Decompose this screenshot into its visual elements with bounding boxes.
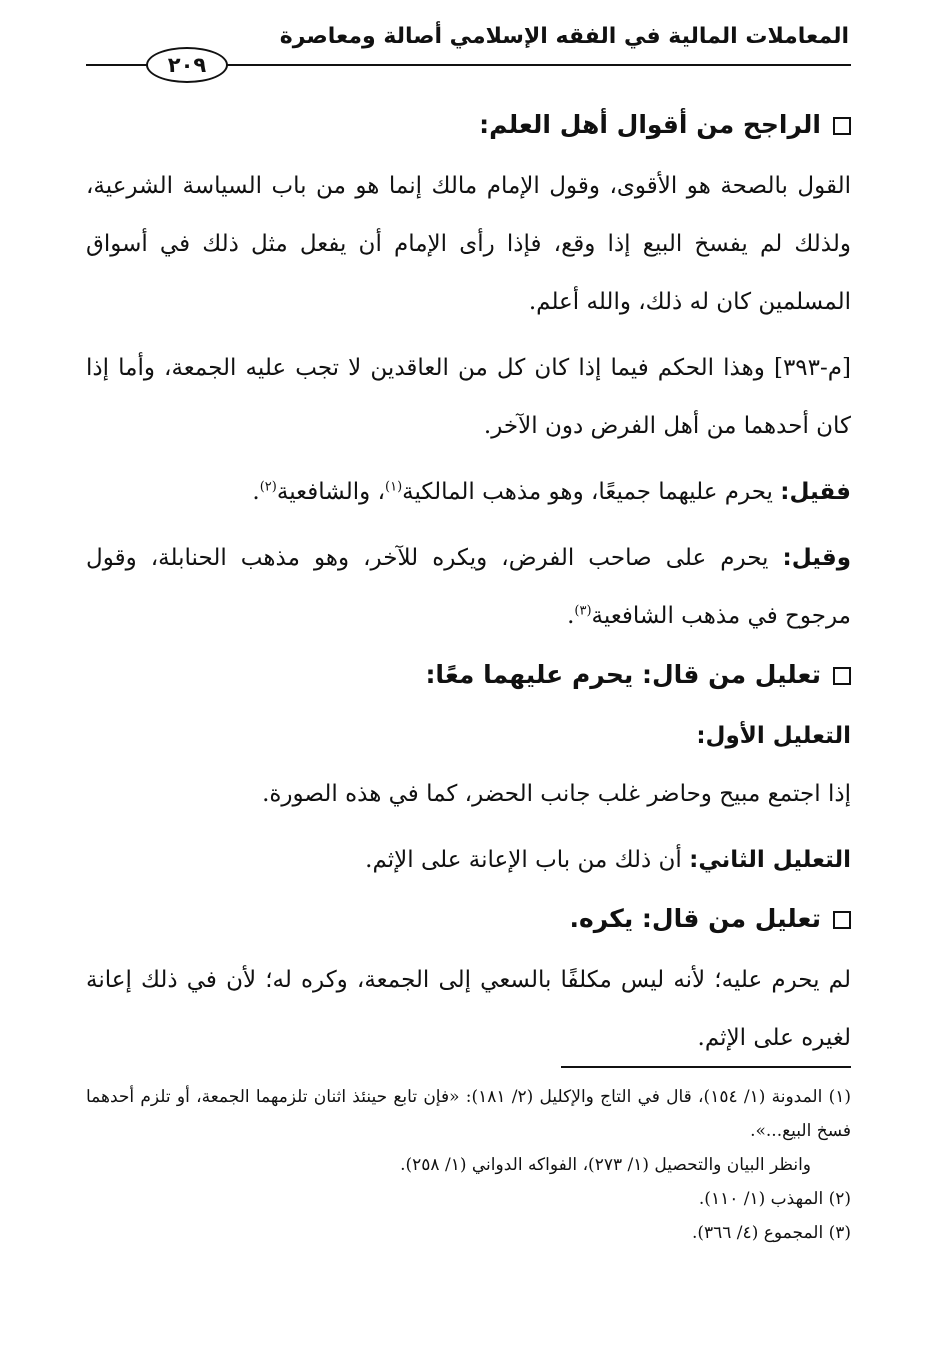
second-reasoning <box>86 831 851 889</box>
footnote-2: (٢) المهذب (١/ ١١٠). <box>698 1189 851 1209</box>
first-reasoning-heading: التعليل الأول: <box>696 723 851 749</box>
page-number: ٢٠٩ <box>146 47 228 83</box>
main-text <box>86 103 851 1075</box>
opinion-text: يحرم عليهما جميعًا، وهو مذهب المالكية <box>402 479 781 505</box>
footnote-ref-2[interactable]: (٢) <box>259 479 277 495</box>
footnote-ref-3[interactable]: (٣) <box>574 603 592 619</box>
opinion-lead: وقيل: <box>782 545 851 571</box>
square-bullet-icon <box>833 117 851 135</box>
first-reasoning-text: إذا اجتمع مبيح وحاضر غلب جانب الحضر، كما في هذه الصورة. <box>262 781 851 807</box>
opinion-text: يحرم على صاحب الفرض، ويكره للآخر، وهو مذهب الحنابلة، وقول مرجوح في مذهب الشافعية <box>86 545 851 629</box>
footnote-1-continued: وانظر البيان والتحصيل (١/ ٢٧٣)، الفواكه الدواني (١/ ٢٥٨). <box>400 1155 811 1175</box>
footnotes <box>86 1080 851 1250</box>
section-heading-both-forbidden <box>86 653 851 697</box>
section-heading-disliked <box>86 897 851 941</box>
footnote-3: (٣) المجموع (٤/ ٣٦٦). <box>691 1223 851 1243</box>
paragraph-first-opinion <box>86 463 851 521</box>
opinion-text-end: . <box>567 603 575 629</box>
square-bullet-icon <box>833 667 851 685</box>
opinion-text-mid: ، والشافعية <box>276 479 385 505</box>
paragraph-disliked: لم يحرم عليه؛ لأنه ليس مكلفًا بالسعي إلى الجمعة، وكره له؛ لأن في ذلك إعانة لغيره على الإثم. <box>86 967 851 1051</box>
paragraph-preferred-opinion: القول بالصحة هو الأقوى، وقول الإمام مالك إنما هو من باب السياسة الشرعية، ولذلك لم يفسخ البيع إذا وقع، فإذا رأى الإمام أن يفعل مثل ذلك في أسواق المسلمين كان له ذلك، والله أعلم. <box>86 173 851 315</box>
footnote-ref-1[interactable]: (١) <box>385 479 403 495</box>
footnote-separator <box>561 1066 851 1068</box>
second-reasoning-lead: التعليل الثاني: <box>689 847 851 873</box>
section-heading-text: تعليل من قال: يكره. <box>569 904 821 933</box>
opinion-text-end: . <box>252 479 260 505</box>
section-heading-text: تعليل من قال: يحرم عليهما معًا: <box>425 660 821 689</box>
section-heading-text: الراجح من أقوال أهل العلم: <box>479 110 821 139</box>
footnote-1: (١) المدونة (١/ ١٥٤)، قال في التاج والإكليل (٢/ ١٨١): «فإن تابع حينئذ اثنان تلزمهما الجمعة، أو تلزم أحدهما فسخ البيع...». <box>86 1087 851 1141</box>
running-title: المعاملات المالية في الفقه الإسلامي أصالة ومعاصرة <box>279 24 849 49</box>
paragraph-second-opinion <box>86 529 851 645</box>
second-reasoning-text: أن ذلك من باب الإعانة على الإثم. <box>365 847 690 873</box>
opinion-lead: فقيل: <box>780 479 851 505</box>
square-bullet-icon <box>833 911 851 929</box>
paragraph-m393: [م-٣٩٣] وهذا الحكم فيما إذا كان كل من العاقدين لا تجب عليه الجمعة، وأما إذا كان أحدهما من أهل الفرض دون الآخر. <box>86 355 851 439</box>
section-heading-preferred-opinion <box>86 103 851 147</box>
